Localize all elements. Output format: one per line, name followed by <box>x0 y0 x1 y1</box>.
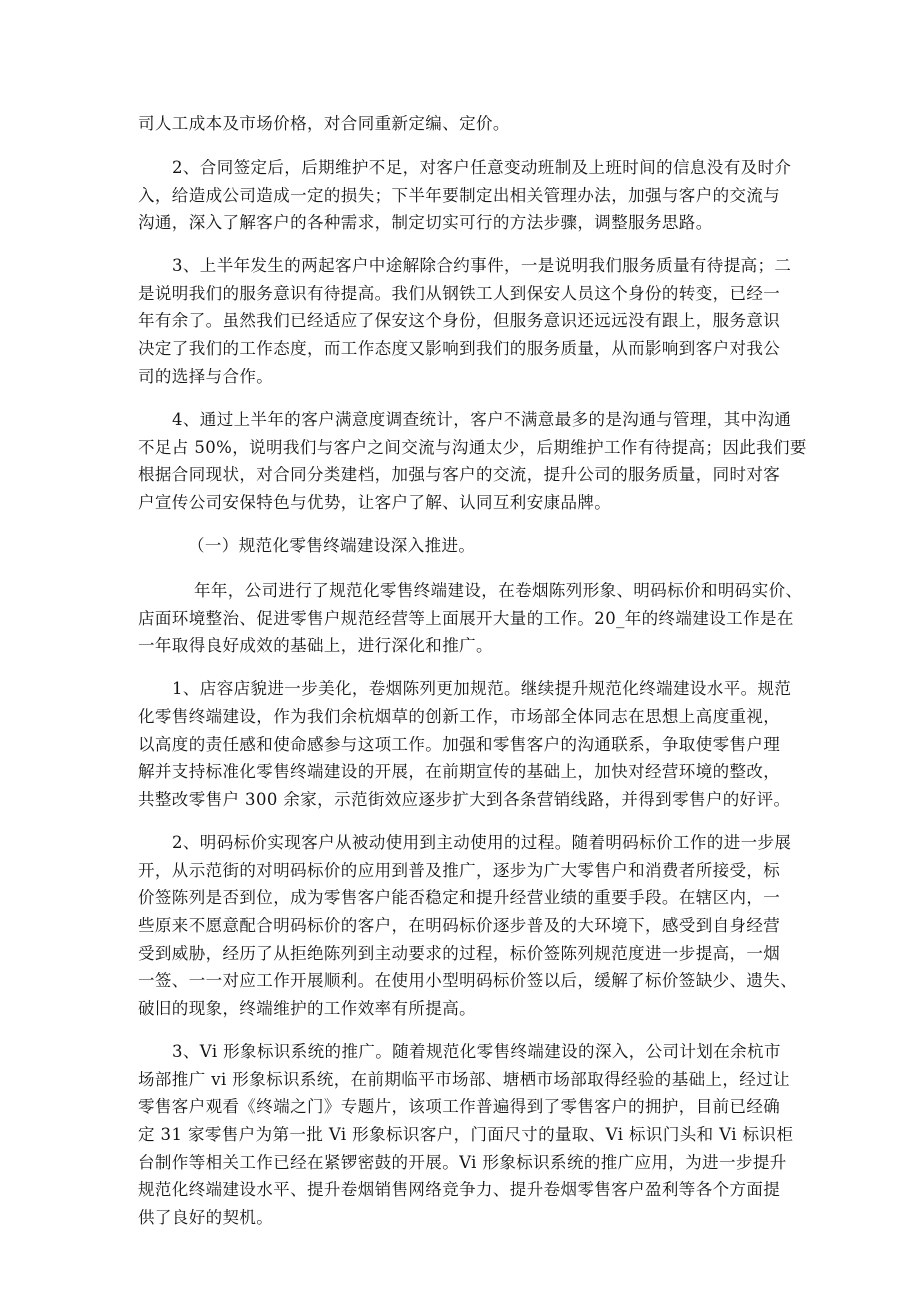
text-line: 以高度的责任感和使命感参与这项工作。加强和零售客户的沟通联系，争取使零售户理 <box>138 735 781 754</box>
text-line: 开，从示范街的对明码标价的应用到普及推广，逐步为广大零售户和消费者所接受，标 <box>138 861 781 880</box>
text-line: 司的选择与合作。 <box>138 367 274 386</box>
text-line: 不足占 50%，说明我们与客户之间交流与沟通太少，后期维护工作有待提高；因此我们要 <box>138 438 807 457</box>
text-line: 解并支持标准化零售终端建设的开展，在前期宣传的基础上，加快对经营环境的整改， <box>138 762 781 781</box>
text-line: 些原来不愿意配合明码标价的客户，在明码标价逐步普及的大环境下，感受到自身经营 <box>138 916 781 935</box>
text-line: 2、合同签定后，后期维护不足，对客户任意变动班制及上班时间的信息没有及时介 <box>172 158 792 177</box>
text-line: 店面环境整治、促进零售户规范经营等上面展开大量的工作。20_年的终端建设工作是在 <box>138 609 794 628</box>
text-line: 年年，公司进行了规范化零售终端建设，在卷烟陈列形象、明码标价和明码实价、 <box>194 581 803 600</box>
text-line: 4、通过上半年的客户满意度调查统计，客户不满意最多的是沟通与管理，其中沟通 <box>172 410 792 429</box>
text-line: 3、Vi 形象标识系统的推广。随着规范化零售终端建设的深入，公司计划在余杭市 <box>172 1042 781 1061</box>
text-line: 2、明码标价实现客户从被动使用到主动使用的过程。随着明码标价工作的进一步展 <box>172 833 792 852</box>
text-line: 是说明我们的服务意识有待提高。我们从钢铁工人到保安人员这个身份的转变，已经一 <box>138 284 781 303</box>
text-line: 受到威胁，经历了从拒绝陈列到主动要求的过程，标价签陈列规范度进一步提高，一烟 <box>138 944 781 963</box>
text-line: 共整改零售户 300 余家，示范街效应逐步扩大到各条营销线路，并得到零售户的好评。 <box>138 790 791 809</box>
text-line: 根据合同现状，对合同分类建档，加强与客户的交流，提升公司的服务质量，同时对客 <box>138 465 781 484</box>
text-line: 价签陈列是否到位，成为零售客户能否稳定和提升经营业绩的重要手段。在辖区内，一 <box>138 888 781 907</box>
text-line: 1、店容店貌进一步美化，卷烟陈列更加规范。继续提升规范化终端建设水平。规范 <box>172 679 792 698</box>
text-line: 决定了我们的工作态度，而工作态度又影响到我们的服务质量，从而影响到客户对我公 <box>138 339 781 358</box>
text-line: 司人工成本及市场价格，对合同重新定编、定价。 <box>138 114 510 133</box>
text-line: 破旧的现象，终端维护的工作效率有所提高。 <box>138 999 476 1018</box>
text-line: 3、上半年发生的两起客户中途解除合约事件，一是说明我们服务质量有待提高；二 <box>172 256 792 275</box>
text-line: 场部推广 vi 形象标识系统，在前期临平市场部、塘栖市场部取得经验的基础上，经过让 <box>138 1070 790 1089</box>
text-line: 定 31 家零售户为第一批 Vi 形象标识客户，门面尺寸的量取、Vi 标识门头和 Vi 标识柜 <box>138 1125 794 1144</box>
text-line: 台制作等相关工作已经在紧锣密鼓的开展。Vi 形象标识系统的推广应用，为进一步提升 <box>138 1153 787 1172</box>
text-line: 零售客户观看《终端之门》专题片，该项工作普遍得到了零售客户的拥护，目前已经确 <box>138 1097 781 1116</box>
text-line: 户宣传公司安保特色与优势，让客户了解、认同互利安康品牌。 <box>138 493 612 512</box>
text-line: 入，给造成公司造成一定的损失；下半年要制定出相关管理办法，加强与客户的交流与 <box>138 186 781 205</box>
text-line: 年有余了。虽然我们已经适应了保安这个身份，但服务意识还远远没有跟上，服务意识 <box>138 311 781 330</box>
section-heading: （一）规范化零售终端建设深入推进。 <box>188 536 476 555</box>
text-line: 供了良好的契机。 <box>138 1208 274 1227</box>
text-line: 化零售终端建设，作为我们余杭烟草的创新工作，市场部全体同志在思想上高度重视， <box>138 707 781 726</box>
text-line: 沟通，深入了解客户的各种需求，制定切实可行的方法步骤，调整服务思路。 <box>138 213 713 232</box>
text-line: 一年取得良好成效的基础上，进行深化和推广。 <box>138 636 493 655</box>
text-line: 规范化终端建设水平、提升卷烟销售网络竞争力、提升卷烟零售客户盈利等各个方面提 <box>138 1180 781 1199</box>
text-line: 一签、一一对应工作开展顺利。在使用小型明码标价签以后，缓解了标价签缺少、遗失、 <box>138 971 798 990</box>
